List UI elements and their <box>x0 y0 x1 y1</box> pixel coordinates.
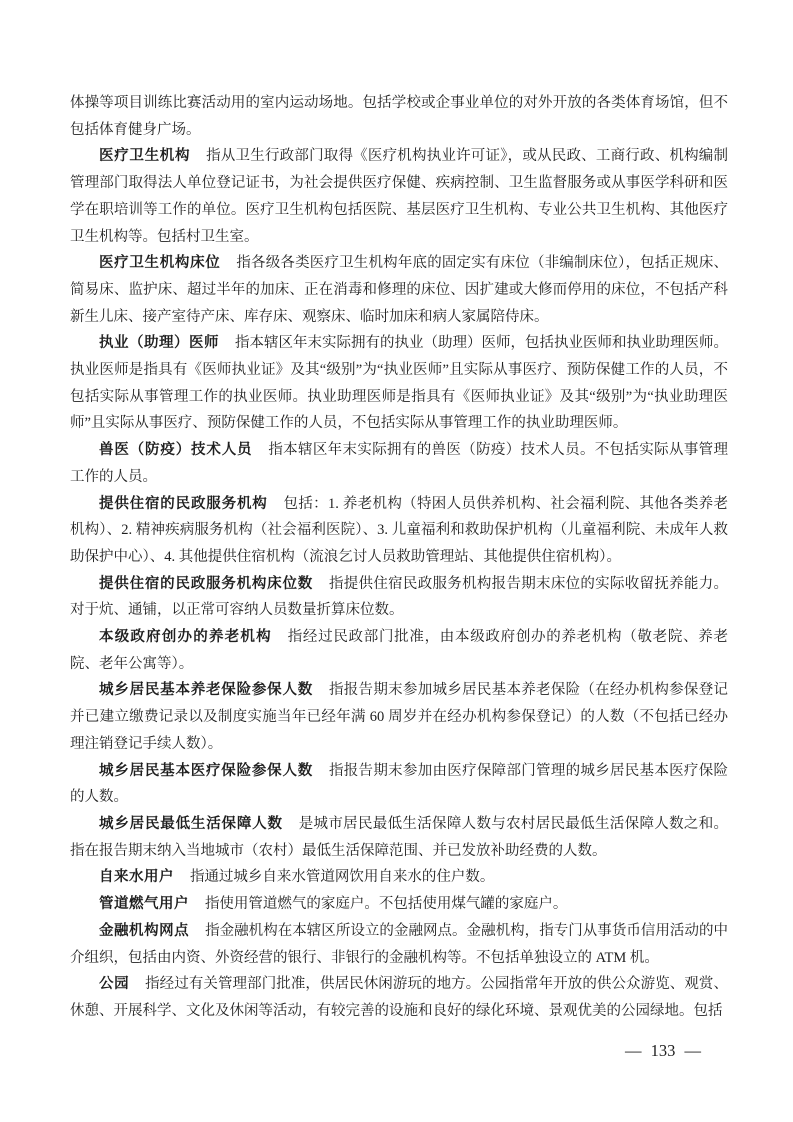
definition-text: 指提供住宿民政服务机构报告期末床位的实际收留抚养能力。对于炕、通铺，以正常可容纳人员数量折算床位数。 <box>70 575 728 619</box>
definition-entry <box>70 677 728 757</box>
definition-text: 指本辖区年末实际拥有的兽医（防疫）技术人员。不包括实际从事管理工作的人员。 <box>70 442 728 485</box>
definition-entry <box>70 491 728 571</box>
definition-text: 指报告期末参加城乡居民基本养老保险（在经办机构参保登记并已建立缴费记录以及制度实施当年已经年满 60 周岁并在经办机构参保登记）的人数（不包括已经办理注销登记手续人数）。 <box>70 682 728 752</box>
term-label: 执业（助理）医师 <box>99 335 220 352</box>
term-label: 兽医（防疫）技术人员 <box>99 442 253 459</box>
definition-entry <box>70 811 728 864</box>
paragraph-continuation: 体操等项目训练比赛活动用的室内运动场地。包括学校或企事业单位的对外开放的各类体育场馆，但不包括体育健身广场。 <box>70 95 728 138</box>
definitions-text-block <box>70 90 728 1025</box>
definition-text: 包括：1. 养老机构（特困人员供养机构、社会福利院、其他各类养老机构）、2. 精神疾病服务机构（社会福利医院）、3. 儿童福利和救助保护机构（儿童福利院、未成年人救助保护中心）、4. 其他提供住宿机构（流浪乞讨人员救助管理站、其他提供住宿机构）。 <box>70 495 728 565</box>
definition-text: 指通过城乡自来水管道网饮用自来水的住户数。 <box>189 869 495 886</box>
definition-entry <box>70 143 728 250</box>
definition-entry <box>70 330 728 437</box>
term-label: 本级政府创办的养老机构 <box>99 629 272 646</box>
definition-entry <box>70 437 728 490</box>
definition-entry <box>70 250 728 330</box>
definition-entry <box>70 918 728 971</box>
definition-text: 是城市居民最低生活保障人数与农村居民最低生活保障人数之和。指在报告期末纳入当地城市（农村）最低生活保障范围、并已发放补助经费的人数。 <box>70 815 729 859</box>
term-label: 提供住宿的民政服务机构 <box>99 495 268 512</box>
term-label: 金融机构网点 <box>99 922 190 939</box>
term-label: 管道燃气用户 <box>99 896 189 913</box>
term-label: 城乡居民基本养老保险参保人数 <box>99 682 314 699</box>
term-label: 医疗卫生机构 <box>99 148 191 165</box>
definition-entry <box>70 571 728 624</box>
definition-text: 指报告期末参加由医疗保障部门管理的城乡居民基本医疗保险的人数。 <box>70 762 728 806</box>
definition-text: 指金融机构在本辖区所设立的金融网点。金融机构，指专门从事货币信用活动的中介组织，包括由内资、外资经营的银行、非银行的金融机构等。不包括单独设立的 ATM 机。 <box>70 922 728 966</box>
definition-text: 指经过有关管理部门批准，供居民休闲游玩的地方。公园指常年开放的供公众游览、观赏、休憩、开展科学、文化及休闲等活动，有较完善的设施和良好的绿化环境、景观优美的公园绿地。包括 <box>70 976 729 1019</box>
definition-entry <box>70 624 728 677</box>
definition-entry <box>70 758 728 811</box>
term-label: 公园 <box>99 976 130 993</box>
definition-text: 指从卫生行政部门取得《医疗机构执业许可证》，或从民政、工商行政、机构编制管理部门取得法人单位登记证书，为社会提供医疗保健、疾病控制、卫生监督服务或从事医学科研和医学在职培训等工作的单位。医疗卫生机构包括医院、基层医疗卫生机构、专业公共卫生机构、其他医疗卫生机构等。包括村卫生室。 <box>70 148 728 245</box>
definition-text: 指经过民政部门批准，由本级政府创办的养老机构（敬老院、养老院、老年公寓等）。 <box>70 629 729 672</box>
definition-entry <box>70 864 728 891</box>
definition-text: 指使用管道燃气的家庭户。不包括使用煤气罐的家庭户。 <box>204 896 568 913</box>
term-label: 城乡居民基本医疗保险参保人数 <box>99 762 314 779</box>
term-label: 城乡居民最低生活保障人数 <box>99 815 283 832</box>
page-number: — 133 — <box>625 1041 701 1060</box>
definition-text: 指各级各类医疗卫生机构年底的固定实有床位（非编制床位），包括正规床、简易床、监护床、超过半年的加床、正在消毒和修理的床位、因扩建或大修而停用的床位，不包括产科新生儿床、接产室待产床、库存床、观察床、临时加床和病人家属陪侍床。 <box>70 255 729 325</box>
term-label: 医疗卫生机构床位 <box>99 255 221 272</box>
term-label: 自来水用户 <box>99 869 174 886</box>
definition-entry <box>70 971 728 1024</box>
term-label: 提供住宿的民政服务机构床位数 <box>99 575 314 592</box>
definition-entry <box>70 891 728 918</box>
definition-text: 指本辖区年末实际拥有的执业（助理）医师，包括执业医师和执业助理医师。执业医师是指具有《医师执业证》及其“级别”为“执业医师”且实际从事医疗、预防保健工作的人员，不包括实际从事管理工作的执业医师。执业助理医师是指具有《医师执业证》及其“级别”为“执业助理医师”且实际从事医疗、预防保健工作的人员，不包括实际从事管理工作的执业助理医师。 <box>70 335 729 432</box>
